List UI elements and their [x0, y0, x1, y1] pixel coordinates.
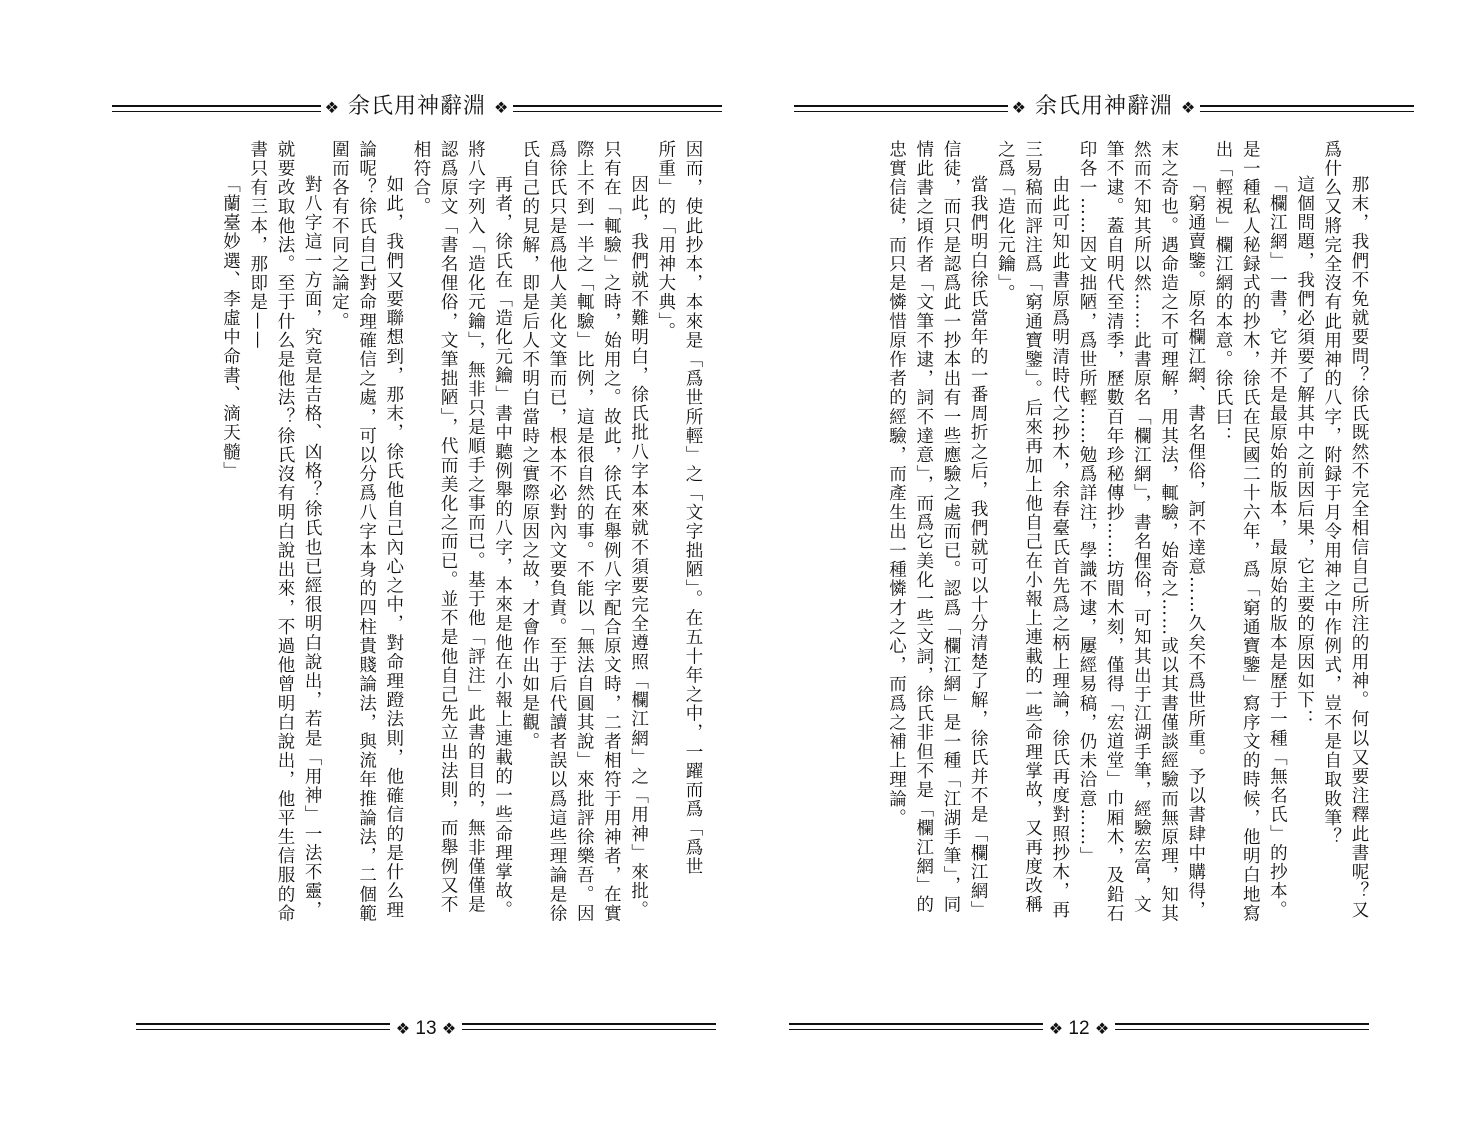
- ornament-icon: ❖: [494, 98, 510, 117]
- page-number: 12: [1068, 1018, 1090, 1039]
- paragraph: [1073, 140, 1182, 990]
- text-line: 將八字列入「造化元鑰」，無非只是順手之事而已。基于他「評注」此書的目的，無非僅僅是: [465, 140, 486, 915]
- text-line: 因此，我們就不難明白，徐氏批八字本來就不須要完全遵照「欄江網」之「用神」來批。: [628, 175, 649, 920]
- paragraph: [882, 140, 964, 990]
- paragraph: [380, 140, 407, 990]
- text-line: 情此書之頃作者「文筆不逮，詞不達意」，而爲它美化一些文詞，徐氏非但不是「欄江網」的: [913, 140, 934, 915]
- page-footer: [136, 1016, 716, 1042]
- paragraph: [624, 140, 651, 990]
- body-text: [814, 140, 1372, 990]
- page-footer: [789, 1016, 1369, 1042]
- ornament-icon: ❖: [1048, 1021, 1064, 1038]
- header-title: 余氏用神辭淵: [347, 94, 486, 119]
- text-line: 就要改取他法。至于什么是他法？徐氏沒有明白說出來，不過他曾明白說出，他平生信服的命: [274, 140, 295, 924]
- text-line: 爲徐氏只是爲他人美化文筆而已，根本不必對內文要負責。至于后代讀者誤以爲這些理論是徐: [546, 140, 567, 924]
- text-line: 筆不逮。蓋自明代至清季，歷數百年珍秘傳抄……坊間木刻，僅得「宏道堂」巾厢木，及鉛石: [1104, 140, 1125, 924]
- text-line: 對八字這一方面，究竟是吉格、凶格？徐氏也已經很明白說出，若是「用神」一法不靈，: [302, 175, 323, 920]
- paragraph: [991, 140, 1045, 990]
- page-13: [0, 0, 734, 1122]
- ornament-icon: ❖: [1094, 1021, 1110, 1038]
- text-line: 再者，徐氏在「造化元鑰」書中聽例舉的八字，本來是他在小報上連載的一些命理掌故。: [492, 175, 513, 920]
- ornament-icon: ❖: [395, 1021, 411, 1038]
- text-line: 三易稿而評注爲「窮通寶鑒」。后來再加上他自己在小報上連載的一些命理掌故，又再度改稱: [1022, 140, 1043, 915]
- text-line: 出「輕視」欄江網的本意。徐氏曰：: [1212, 140, 1233, 446]
- text-line: 當我們明白徐氏當年的一番周折之后，我們就可以十分清楚了解，徐氏并不是「欄江網」: [968, 175, 989, 920]
- running-header: [112, 92, 722, 122]
- paragraph: [325, 140, 379, 990]
- paragraph: [1290, 140, 1317, 990]
- text-line: 圍而各有不同之論定。: [329, 140, 350, 331]
- paragraph: [1046, 140, 1073, 990]
- text-line: 「欄江網」一書，它并不是最原始的版本，最原始的版本是歷于一種「無名氏」的抄本。: [1267, 175, 1288, 920]
- quoted-books: 「蘭臺妙選、李虛中命書、滴天髓」: [220, 175, 241, 481]
- text-line: 爲什么又將完全沒有此用神的八字，附録于月令用神之中作例式，豈不是自取敗筆？: [1321, 140, 1342, 847]
- page-number-block: [789, 1016, 1369, 1043]
- text-line: 是一種私人秘録式的抄木，徐氏在民國二十六年，爲「窮通寶鑒」寫序文的時候，他明白地寫: [1240, 140, 1261, 924]
- paragraph: [1345, 140, 1372, 990]
- text-line: 然而不知其所以然……此書原名「欄江網」，書名俚俗，可知其出于江湖手筆，經驗宏富，文: [1131, 140, 1152, 915]
- text-line: 末之奇也。遇命造之不可理解，用其法，輒驗，始奇之……或以其書僅談經驗而無原理，知其: [1158, 140, 1179, 924]
- paragraph: [1263, 140, 1290, 990]
- text-line: 因而，使此抄本，本來是「爲世所輕」之「文字拙陋」。在五十年之中，一躍而爲「爲世: [683, 140, 703, 877]
- paragraph: [516, 140, 625, 990]
- text-line: 這個問題，我們必須要了解其中之前因后果，它主要的原因如下：: [1294, 175, 1315, 729]
- ornament-icon: ❖: [324, 98, 340, 117]
- paragraph: [216, 140, 243, 990]
- text-line: 論呢？徐氏自己對命理確信之處，可以分爲八字本身的四柱貴賤論法，與流年推論法，二個範: [356, 140, 377, 924]
- paragraph: [488, 140, 515, 990]
- quoted-passage: [1182, 140, 1209, 990]
- ornament-icon: ❖: [441, 1021, 457, 1038]
- text-line: 如此，我們又要聯想到，那末，徐氏他自己內心之中，對命理蹬法則，他確信的是什么理: [383, 175, 404, 920]
- page-12: [734, 0, 1469, 1122]
- header-title-block: [112, 92, 722, 123]
- text-line: 忠實信徒，而只是憐惜原作者的經驗，而產生出一種憐才之心，而爲之補上理論。: [886, 140, 907, 828]
- text-line: 信徒，而只是認爲此一抄本出有一些應驗之處而已。認爲「欄江網」是一種「江湖手筆」，同: [940, 140, 961, 915]
- page-number-block: [136, 1016, 716, 1043]
- text-line: 認爲原文「書名俚俗，文筆拙陋」，代而美化之而已。並不是他自己先立出法則，而舉例又不: [438, 140, 459, 915]
- text-line: 由此可知此書原爲明清時代之抄木，余春臺氏首先爲之柄上理論，徐氏再度對照抄木，再: [1049, 175, 1070, 920]
- text-line: 書只有三本，那即是——: [247, 140, 268, 351]
- text-line: 氏自己的見解，即是后人不明白當時之實際原因之故，才會作出如是觀。: [519, 140, 540, 752]
- paragraph: [1209, 140, 1263, 990]
- text-line: 只有在「輒驗」之時，始用之。故此，徐氏在舉例八字配合原文時，二者相符于用神者，在實: [601, 140, 622, 924]
- paragraph: [244, 140, 298, 990]
- text-line: 所重」的「用神大典」。: [655, 140, 676, 342]
- header-title-block: [794, 92, 1414, 123]
- text-line: 「窮通賣鑒。原名欄江網、書名俚俗，訶不達意……久矣不爲世所重。予以書肆中購得，: [1185, 175, 1206, 920]
- text-line: 那末，我們不免就要問？徐氏既然不完全相信自己所注的用神。何以又要注釋此書呢？又: [1349, 175, 1369, 920]
- ornament-icon: ❖: [1181, 98, 1197, 117]
- header-title: 余氏用神辭淵: [1034, 94, 1173, 119]
- text-line: 相符合。: [410, 140, 431, 217]
- body-text: [158, 140, 706, 990]
- paragraph: [298, 140, 325, 990]
- paragraph: [652, 140, 706, 990]
- running-header: [794, 92, 1414, 122]
- paragraph: [407, 140, 489, 990]
- ornament-icon: ❖: [1011, 98, 1027, 117]
- text-line: 印各一……因文拙陋，爲世所輕……勉爲詳注，學識不逮，屢經易稿，仍未洽意……」: [1076, 140, 1097, 866]
- page-number: 13: [415, 1018, 437, 1039]
- text-line: 際上不到一半之「輒驗」比例，這是很自然的事。不能以「無法自圓其說」來批評徐樂吾。因: [574, 140, 595, 924]
- text-line: 之爲「造化元鑰」。: [995, 140, 1016, 304]
- paragraph: [1318, 140, 1345, 990]
- paragraph: [964, 140, 991, 990]
